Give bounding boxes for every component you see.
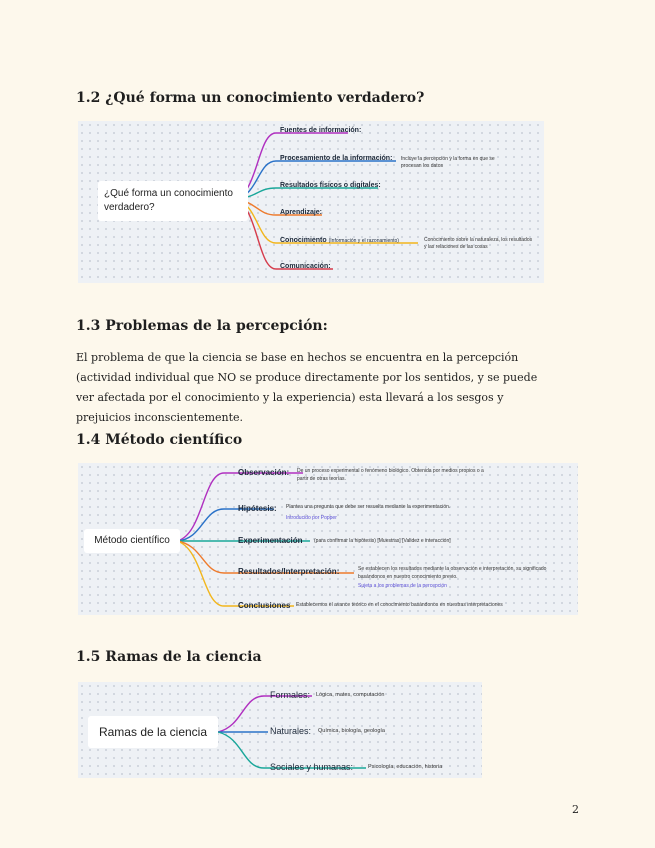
node-formales: Formales:	[270, 690, 311, 700]
node-observacion: Observación:	[238, 468, 290, 477]
node-experimentacion: Experimentación	[238, 536, 303, 545]
note-observacion: De un proceso experimental o fenómeno biológico. Obtenida por medios propios o a partir de otras teorías.	[297, 468, 484, 482]
link-popper[interactable]: Introducido por Popper	[286, 515, 337, 521]
link-percepcion[interactable]: Sujeta a los problemas de la percepción	[358, 583, 447, 589]
node-naturales: Naturales:	[270, 726, 312, 736]
note-procesamiento: Incluye la percepción y la forma en que se procesan los datos	[401, 156, 495, 169]
node-conocimiento-inline: (Información y el razonamiento)	[328, 238, 399, 244]
heading-1-4: 1.4 Método científico	[76, 432, 243, 448]
node-comunicacion: Comunicación:	[280, 263, 331, 270]
node-hipotesis: Hipótesis:	[238, 504, 277, 513]
mindmap-root: Ramas de la ciencia	[88, 716, 218, 748]
note-hipotesis: Plantea una pregunta que debe ser resuelta mediante la experimentación.	[286, 504, 451, 510]
heading-1-2: 1.2 ¿Qué forma un conocimiento verdadero?	[76, 90, 425, 106]
node-conocimiento-label: Conocimiento	[280, 237, 327, 244]
note-experimentacion: (para confirmar la hipótesis) [Muestras] [Validez e interacción]	[314, 538, 451, 544]
mindmap-ramas	[78, 682, 482, 778]
node-resultados: Resultados físicos o digitales:	[280, 182, 381, 189]
heading-1-3: 1.3 Problemas de la percepción:	[76, 318, 328, 334]
node-conocimiento	[280, 237, 399, 244]
mindmap-conocimiento	[78, 121, 544, 283]
paragraph-percepcion: El problema de que la ciencia se base en hechos se encuentra en la percepción (actividad individual que NO se produce directamente por los sentidos, y se puede ver afectada por el conocimiento y la experiencia) esta llevará a los sesgos y prejuicios inconscientemente.	[76, 351, 538, 424]
node-resultados: Resultados/Interpretación:	[238, 567, 340, 576]
note-formales: Lógica, mates, computación	[316, 692, 385, 698]
note-conocimiento: Conocimiento sobre la naturaleza, los resultados y las relaciones de las cosas	[424, 237, 533, 250]
node-fuentes: Fuentes de información:	[280, 127, 362, 134]
node-procesamiento: Procesamiento de la información:	[280, 155, 393, 162]
node-aprendizaje: Aprendizaje:	[280, 209, 323, 216]
mindmap-metodo	[78, 463, 578, 615]
note-sociales: Psicología, educación, historia	[368, 764, 443, 770]
mindmap-root: Método científico	[84, 529, 180, 553]
note-resultados: Se establecen los resultados mediante la observación e interpretación, su significado basándonos en nuestro conocimiento previo.	[358, 566, 547, 580]
node-conclusiones: Conclusiones	[238, 601, 291, 610]
mindmap-root: ¿Qué forma un conocimiento verdadero?	[98, 181, 248, 221]
node-sociales: Sociales y humanas:	[270, 762, 354, 772]
page-number: 2	[572, 803, 579, 816]
note-naturales: Química, biología, geología	[318, 728, 385, 734]
note-conclusiones: Establecemos el avance teórico en el conocimiento basándonos en nuestras interpretaciones	[296, 602, 503, 608]
heading-1-5: 1.5 Ramas de la ciencia	[76, 649, 262, 665]
